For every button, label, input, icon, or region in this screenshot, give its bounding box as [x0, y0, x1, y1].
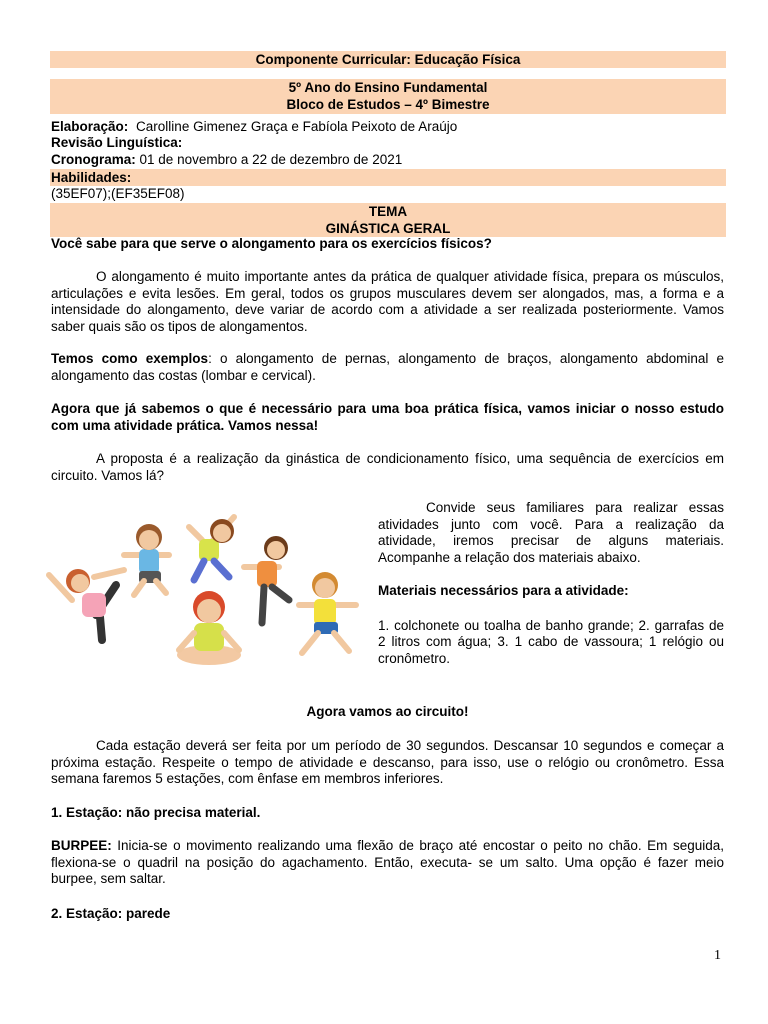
invite-paragraph: Convide seus familiares para realizar essas atividades junto com você. Para a realização da atividade, iremos precisar de alguns materiais. Acompanhe a relação dos materiais abaixo.	[378, 500, 724, 565]
materials-list: 1. colchonete ou toalha de banho grande; 2. garrafas de 2 litros com água; 3. 1 cabo de vassoura; 1 relógio ou cronômetro.	[378, 617, 724, 666]
grade-header	[50, 79, 726, 114]
tema-label: TEMA	[368, 204, 408, 219]
right-column	[378, 500, 724, 667]
component-title: Componente Curricular: Educação Física	[255, 52, 521, 67]
habilidades-value: (35EF07);(EF35EF08)	[51, 186, 185, 201]
grade-title: 5º Ano do Ensino Fundamental	[288, 80, 488, 95]
kid-figure	[177, 591, 241, 665]
revisao-label: Revisão Linguística:	[51, 135, 183, 150]
revisao-line	[51, 135, 724, 152]
paragraph-alongamento: O alongamento é muito importante antes da prática de qualquer atividade física, prepara os músculos, articulações e evita lesões. Em geral, todos os grupos musculares devem ser alongados, mas, a forma e a intensidade do alongamento, deve variar de acordo com a atividade a ser realizada posteriormente. Vamos saber quais são os tipos de alongamentos.	[51, 269, 724, 334]
elaboracao-label: Elaboração:	[51, 119, 129, 134]
elaboracao-line	[51, 119, 724, 136]
elaboracao-value: Carolline Gimenez Graça e Fabíola Peixoto de Araújo	[136, 119, 458, 134]
station-1-title: 1. Estação: não precisa material.	[51, 805, 261, 820]
kid-figure	[244, 536, 289, 623]
kid-figure	[189, 517, 234, 580]
paragraph-proposta: A proposta é a realização da ginástica de condicionamento físico, uma sequência de exercícios em circuito. Vamos lá?	[51, 451, 724, 483]
tema-title: GINÁSTICA GERAL	[325, 221, 451, 236]
habilidades-band	[50, 169, 726, 186]
component-header	[50, 51, 726, 68]
kid-figure	[299, 572, 356, 653]
circuit-paragraph: Cada estação deverá ser feita por um período de 30 segundos. Descansar 10 segundos e começar a próxima estação. Respeite o tempo de atividade e descanso, para isso, use o relógio ou cronômetro. Essa semana faremos 5 estações, com ênfase em membros inferiores.	[51, 738, 724, 786]
kids-stretching-illustration	[44, 505, 366, 677]
tema-band	[50, 203, 726, 237]
paragraph-pratica: Agora que já sabemos o que é necessário para uma boa prática física, vamos iniciar o nosso estudo com uma atividade prática. Vamos nessa!	[51, 401, 724, 433]
page-number: 1	[714, 948, 721, 963]
paragraph-exemplos	[51, 351, 724, 384]
station-2-title: 2. Estação: parede	[51, 906, 171, 921]
circuit-title: Agora vamos ao circuito!	[306, 704, 469, 719]
habilidades-label: Habilidades:	[51, 170, 132, 185]
kid-figure	[124, 524, 169, 595]
cronograma-line	[51, 152, 724, 169]
exemplos-text: : o alongamento de pernas, alongamento de braços, alongamento abdominal e alongamento das costas (lombar e cervical).	[51, 351, 725, 383]
exemplos-label: Temos como exemplos	[51, 351, 209, 366]
question-heading: Você sabe para que serve o alongamento para os exercícios físicos?	[51, 236, 492, 251]
burpee-text: Inicia-se o movimento realizando uma flexão de braço até encostar o peito no chão. Em seguida, flexiona-se o quadril na posição do agachamento. Então, executa- se um salto. Uma opção é fazer meio burpee, sem saltar.	[51, 838, 724, 886]
cronograma-label: Cronograma:	[51, 152, 136, 167]
materials-title: Materiais necessários para a atividade:	[378, 583, 629, 598]
block-title: Bloco de Estudos – 4º Bimestre	[286, 97, 490, 112]
burpee-label: BURPEE:	[51, 838, 112, 853]
burpee-paragraph	[51, 838, 724, 888]
kid-figure	[49, 569, 124, 640]
cronograma-value: 01 de novembro a 22 de dezembro de 2021	[139, 152, 403, 167]
